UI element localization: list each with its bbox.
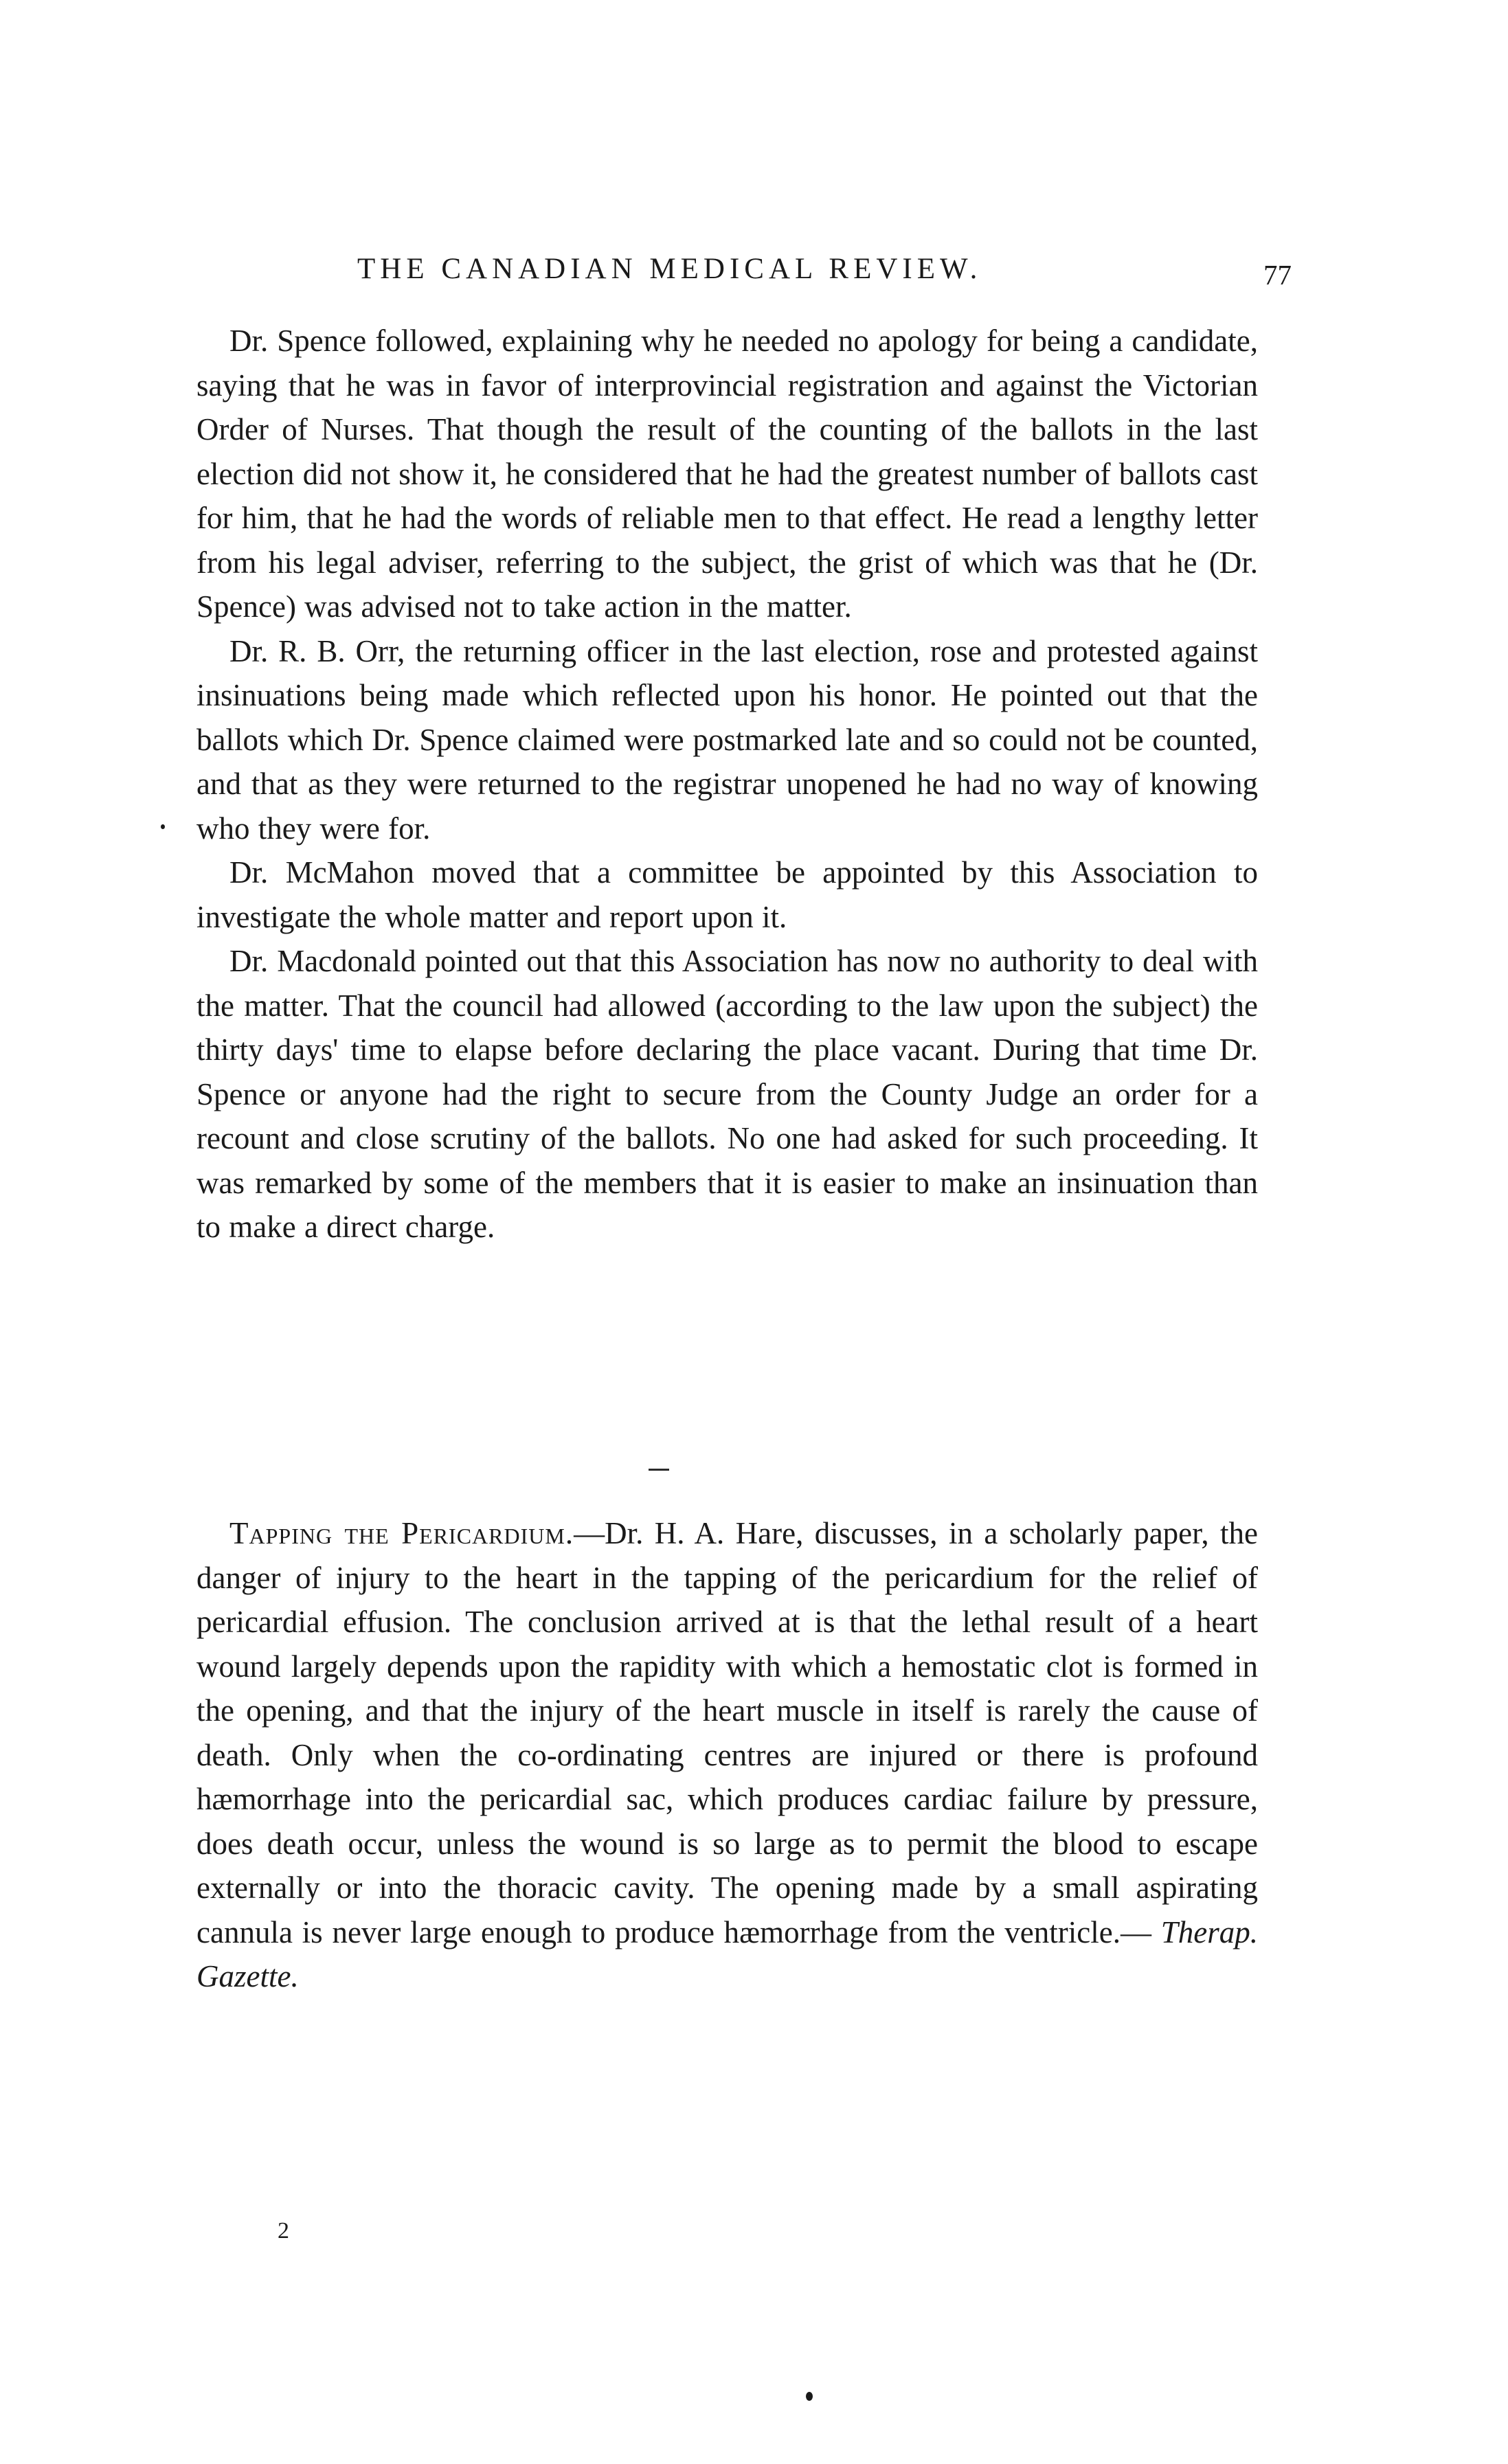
paragraph-mcmahon: Dr. McMahon moved that a committee be appointed by this Association to investigate the whole matter and report upon it. [196,855,1258,934]
paragraph-orr: Dr. R. B. Orr, the returning officer in the last election, rose and protested against insinuations being made which reflected upon his honor. He pointed out that the ballots which Dr. Spence claimed were postmarked late and so could not be counted, and that as they were returned to the registrar unopened he had no way of knowing who they were for. [196,633,1258,846]
proceedings-section [196,319,1258,1250]
margin-mark [161,824,165,829]
article-section [196,1511,1258,1999]
journal-title: THE CANADIAN MEDICAL REVIEW. [357,253,982,285]
article-heading: Tapping the Pericardium. [229,1516,574,1550]
article-citation: Therap. Gazette. [196,1914,1259,1993]
paragraph-spence: Dr. Spence followed, explaining why he needed no apology for being a candidate, saying that he was in favor of interprovincial registration and against the Victorian Order of Nurses. That though the result of the counting of the ballots in the last election did not show it, he considered that he had the greatest number of ballots cast for him, that he had the words of reliable men to that effect. He read a lengthy letter from his legal adviser, referring to the subject, the grist of which was that he (Dr. Spence) was advised not to take action in the matter. [196,324,1258,624]
paragraph-macdonald: Dr. Macdonald pointed out that this Association has now no authority to deal with the matter. That the council had allowed (according to the law upon the subject) the thirty days' time to elapse before declaring the place vacant. During that time Dr. Spence or anyone had the right to secure from the County Judge an order for a recount and close scrutiny of the ballots. No one had asked for such proceeding. It was remarked by some of the members that it is easier to make an insinuation than to make a direct charge. [196,944,1258,1244]
bottom-mark [806,2392,813,2401]
running-head [199,249,1292,290]
page-number: 77 [1263,259,1292,291]
signature-mark: 2 [278,2218,289,2243]
section-divider [649,1469,669,1471]
article-body: —Dr. H. A. Hare, discusses, in a scholarly paper, the danger of injury to the heart in the tapping of the pericardium for the relief of pericardial effusion. The conclusion arrived at is that the lethal result of a heart wound largely depends upon the rapidity with which a hemostatic clot is formed in the opening, and that the injury of the heart muscle in itself is rarely the cause of death. Only when the co-ordinating centres are injured or there is profound hæmorrhage into the pericardial sac, which produces cardiac failure by pressure, does death occur, unless the wound is so large as to permit the blood to escape externally or into the thoracic cavity. The opening made by a small aspirating cannula is never large enough to produce hæmorrhage from the ventricle.— [196,1516,1258,1949]
article-paragraph [196,1511,1258,1999]
